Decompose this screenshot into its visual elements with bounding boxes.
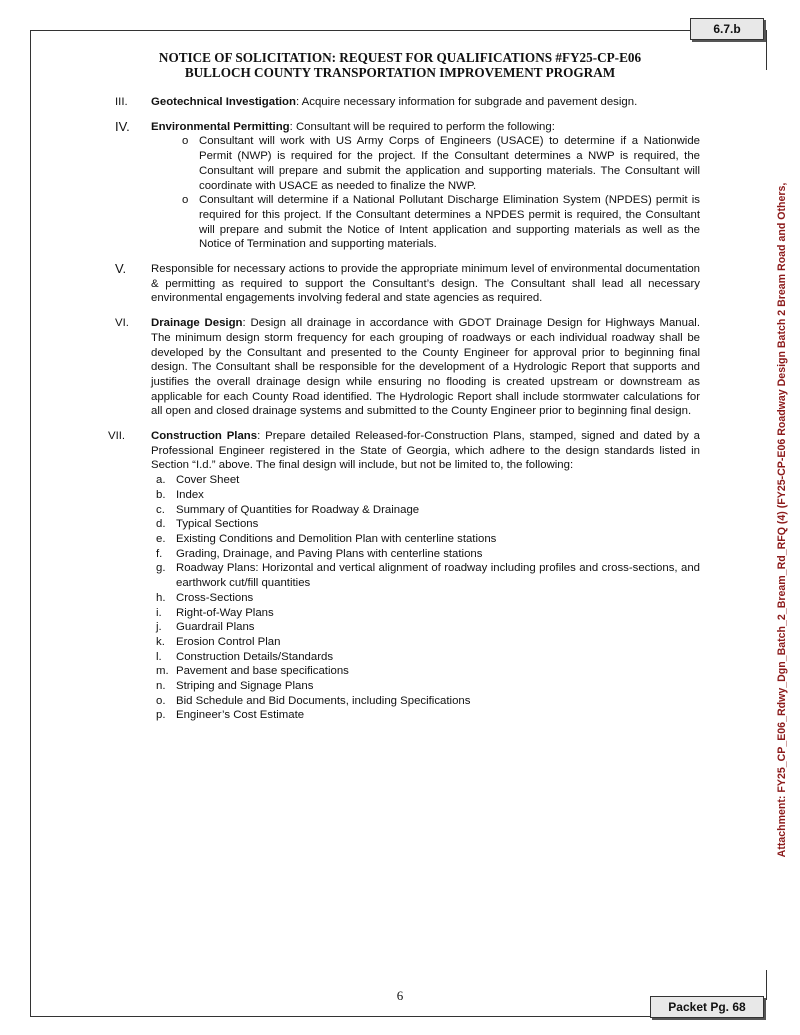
list-item bbox=[151, 503, 700, 518]
packet-page-tab: Packet Pg. 68 bbox=[650, 996, 764, 1018]
heading-line-2: BULLOCH COUNTY TRANSPORTATION IMPROVEMENT PROGRAM bbox=[184, 65, 616, 80]
attachment-sidebar bbox=[768, 70, 796, 970]
list-item bbox=[151, 679, 700, 694]
list-item bbox=[151, 134, 700, 193]
section-iv bbox=[0, 120, 760, 252]
bullet-icon: o bbox=[182, 194, 189, 207]
list-text: Cover Sheet bbox=[176, 474, 240, 487]
list-letter: b. bbox=[156, 488, 166, 501]
page-number: 6 bbox=[396, 988, 404, 1003]
bullet-text: Consultant will determine if a National Pollutant Discharge Elimination System (NPDES) permit is required for this project. If the Consultant determines a NPDES permit is required, the Consultant will prepare and submit the Notice of Intent application and supporting materials as well as the Notice of Termination and supporting materials. bbox=[199, 194, 700, 251]
page-frame-top bbox=[30, 30, 766, 31]
list-letter: c. bbox=[156, 503, 165, 516]
bullet-list bbox=[151, 134, 700, 252]
list-letter: n. bbox=[156, 680, 166, 693]
list-letter: p. bbox=[156, 709, 166, 722]
list-item bbox=[151, 488, 700, 503]
list-item bbox=[151, 591, 700, 606]
list-item bbox=[151, 620, 700, 635]
section-text: : Design all drainage in accordance with GDOT Drainage Design for Highways Manual. The minimum design storm frequency for each grouping of roadways or each individual roadway shall be developed by the Consultant and presented to the County Engineer for approval prior to beginning final design. The Consultant shall be responsible for the development of a Hydrologic Report that supports and justifies the overall drainage design while ensuring no flooding is created upstream or downstream as applicable for each County Road identified. The Hydrologic Report shall include stormwater calculations for all open and closed drainage systems and submitted to the County Engineer prior to beginning final design. bbox=[151, 317, 700, 418]
section-v bbox=[0, 262, 760, 306]
section-title: Geotechnical Investigation bbox=[151, 96, 296, 108]
list-letter: o. bbox=[156, 694, 166, 707]
list-text: Pavement and base specifications bbox=[176, 665, 349, 678]
document-body bbox=[0, 95, 760, 733]
list-letter: d. bbox=[156, 518, 166, 531]
list-text: Summary of Quantities for Roadway & Drainage bbox=[176, 503, 420, 516]
list-letter: m. bbox=[156, 665, 169, 678]
section-text: Responsible for necessary actions to provide the appropriate minimum level of environmental documentation & permitting as required to support the Consultant’s design. The Consultant shall lead all necessary environmental engagements involving federal and state agencies as required. bbox=[151, 263, 700, 305]
list-item bbox=[151, 193, 700, 252]
section-text: : Acquire necessary information for subgrade and pavement design. bbox=[295, 96, 638, 108]
list-item bbox=[151, 664, 700, 679]
list-text: Index bbox=[176, 488, 204, 501]
page-heading bbox=[60, 50, 740, 80]
list-text: Cross-Sections bbox=[176, 591, 254, 604]
section-tab: 6.7.b bbox=[690, 18, 764, 40]
section-title: Construction Plans bbox=[151, 430, 258, 443]
list-letter: a. bbox=[156, 474, 166, 487]
section-vi bbox=[0, 316, 760, 419]
list-text: Striping and Signage Plans bbox=[176, 680, 314, 693]
list-text: Engineer’s Cost Estimate bbox=[176, 709, 305, 722]
list-item bbox=[151, 650, 700, 665]
list-text: Grading, Drainage, and Paving Plans with centerline stations bbox=[176, 547, 483, 560]
list-item bbox=[151, 561, 700, 590]
list-text: Roadway Plans: Horizontal and vertical alignment of roadway including profiles and cross-sections, and earthwork cut/fill quantities bbox=[176, 562, 700, 590]
bullet-icon: o bbox=[182, 135, 189, 148]
attachment-label: Attachment: FY25_CP_E06_Rdwy_Dgn_Batch_2_Bream_Rd_RFQ (4) (FY25-CP-E06 Roadway Design Batch 2 Bream Road and Others, bbox=[776, 182, 788, 858]
list-item bbox=[151, 635, 700, 650]
list-text: Right-of-Way Plans bbox=[176, 606, 274, 619]
section-number: IV. bbox=[115, 118, 130, 134]
list-item bbox=[151, 473, 700, 488]
list-letter: h. bbox=[156, 591, 166, 604]
list-text: Typical Sections bbox=[176, 518, 259, 531]
section-text: : Consultant will be required to perform the following: bbox=[289, 120, 555, 133]
section-iii bbox=[0, 95, 760, 110]
list-letter: f. bbox=[156, 547, 163, 560]
section-number: III. bbox=[115, 96, 128, 108]
list-text: Bid Schedule and Bid Documents, including Specifications bbox=[176, 694, 471, 707]
section-number: VII. bbox=[108, 430, 126, 443]
page-frame-bottom bbox=[30, 1016, 650, 1017]
list-letter: j. bbox=[156, 621, 162, 634]
section-number: V. bbox=[115, 261, 127, 277]
side-rule-top bbox=[766, 30, 767, 70]
heading-line-1: NOTICE OF SOLICITATION: REQUEST FOR QUALIFICATIONS #FY25-CP-E06 bbox=[158, 50, 642, 65]
list-item bbox=[151, 517, 700, 532]
section-title: Drainage Design bbox=[151, 317, 243, 330]
plan-list bbox=[151, 473, 700, 723]
list-letter: e. bbox=[156, 532, 166, 545]
list-item bbox=[151, 694, 700, 709]
list-letter: k. bbox=[156, 635, 165, 648]
bullet-text: Consultant will work with US Army Corps of Engineers (USACE) to determine if a Nationwide Permit (NWP) is required for the project. If the Consultant determines a NWP is required, the Consultant will prepare and submit the application and supporting materials. The Consultant will coordinate with USACE as needed to finalize the NWP. bbox=[199, 135, 700, 192]
list-text: Guardrail Plans bbox=[176, 621, 255, 634]
section-vii bbox=[0, 429, 760, 723]
list-item bbox=[151, 532, 700, 547]
list-text: Erosion Control Plan bbox=[176, 635, 281, 648]
section-number: VI. bbox=[115, 317, 129, 330]
list-item bbox=[151, 606, 700, 621]
list-letter: l. bbox=[156, 650, 162, 663]
list-letter: i. bbox=[156, 606, 162, 619]
list-item bbox=[151, 708, 700, 723]
list-letter: g. bbox=[156, 562, 166, 575]
list-text: Existing Conditions and Demolition Plan with centerline stations bbox=[176, 532, 497, 545]
section-text: : Prepare detailed Released-for-Construction Plans, stamped, signed and dated by a Professional Engineer registered in the State of Georgia, which adhere to the design standards listed in Section “I.d.” above. The final design will include, but not be limited to, the following: bbox=[151, 430, 700, 472]
list-item bbox=[151, 547, 700, 562]
list-text: Construction Details/Standards bbox=[176, 650, 334, 663]
section-title: Environmental Permitting bbox=[151, 120, 290, 133]
